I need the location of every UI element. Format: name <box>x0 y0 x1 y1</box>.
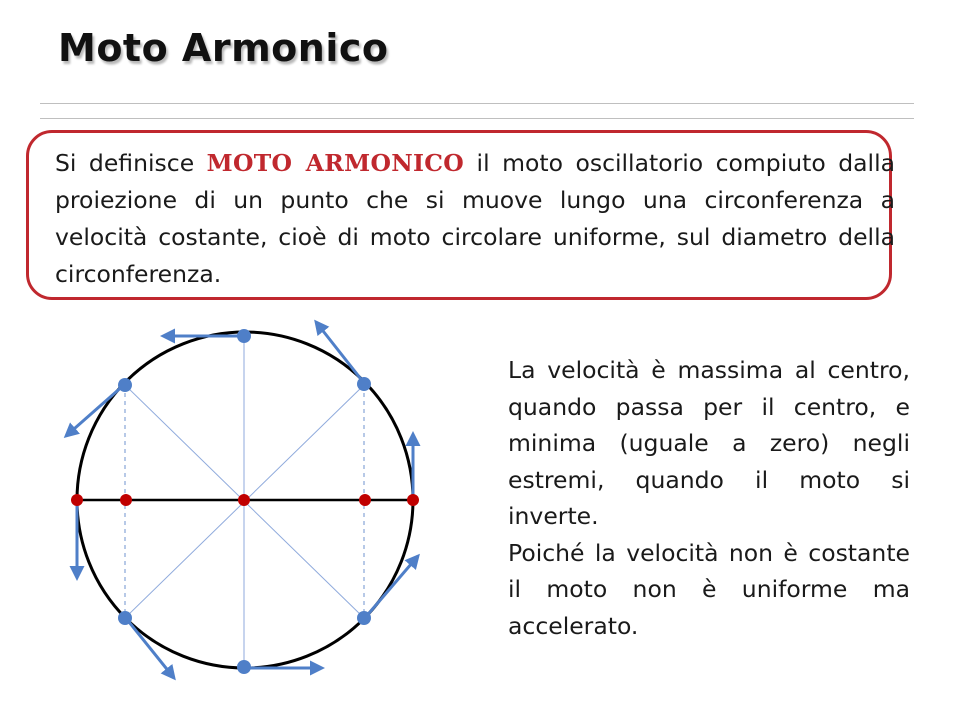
projection-point <box>359 494 371 506</box>
circle-point <box>237 329 251 343</box>
page-title: Moto Armonico <box>58 26 389 70</box>
velocity-arrow <box>364 556 418 619</box>
explanation-paragraph-1: La velocità è massima al centro, quando passa per il centro, e minima (uguale a zero) negli estremi, quando il moto si inverte. <box>508 356 910 530</box>
explanation-text <box>508 352 910 644</box>
velocity-arrow <box>66 384 125 436</box>
explanation-paragraph-2: Poiché la velocità non è costante il moto non è uniforme ma accelerato. <box>508 538 910 640</box>
definition-intro: Si definisce <box>55 149 207 177</box>
circle-point <box>118 611 132 625</box>
circle-point <box>118 378 132 392</box>
circle-point <box>357 611 371 625</box>
projection-point <box>407 494 419 506</box>
projection-point <box>71 494 83 506</box>
definition-body: il moto oscillatorio compiuto dalla proiezione di un punto che si muove lungo una circonferenza a velocità costante, cioè di moto circolare uniforme, sul diametro della circonferenza. <box>55 149 896 288</box>
circle-point <box>357 377 371 391</box>
projection-point <box>120 494 132 506</box>
circle-point <box>237 660 251 674</box>
definition-term: MOTO ARMONICO <box>206 149 465 177</box>
projection-point <box>238 494 250 506</box>
